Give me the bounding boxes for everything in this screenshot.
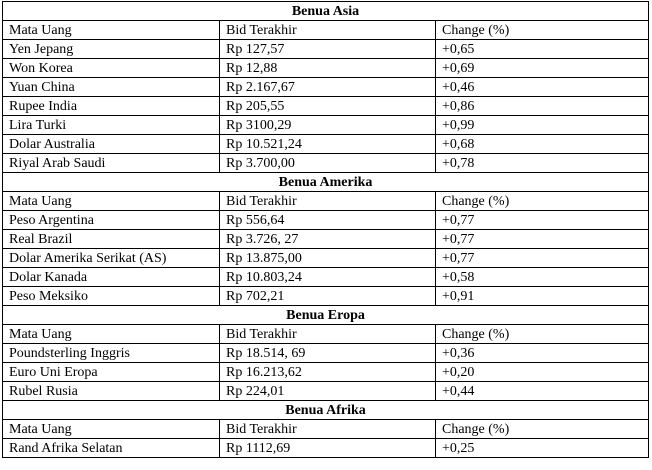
currency-name-cell: Won Korea — [3, 59, 220, 78]
currency-name-cell: Dolar Kanada — [3, 268, 220, 287]
change-value-cell: +0,77 — [436, 230, 649, 249]
bid-value-cell: Rp 205,55 — [220, 97, 436, 116]
table-row — [3, 59, 649, 78]
change-value-cell: +0,99 — [436, 116, 649, 135]
table-row — [3, 78, 649, 97]
column-header-change: Change (%) — [436, 192, 649, 211]
bid-value-cell: Rp 10.521,24 — [220, 135, 436, 154]
change-value-cell: +0,68 — [436, 135, 649, 154]
change-value-cell: +0,25 — [436, 439, 649, 458]
column-header-currency: Mata Uang — [3, 21, 220, 40]
region-title-benua-amerika: Benua Amerika — [3, 173, 649, 192]
region-header-row — [3, 2, 649, 21]
column-header-currency: Mata Uang — [3, 420, 220, 439]
table-row — [3, 382, 649, 401]
column-header-row — [3, 325, 649, 344]
bid-value-cell: Rp 556,64 — [220, 211, 436, 230]
column-header-currency: Mata Uang — [3, 192, 220, 211]
change-value-cell: +0,78 — [436, 154, 649, 173]
currency-name-cell: Riyal Arab Saudi — [3, 154, 220, 173]
currency-name-cell: Poundsterling Inggris — [3, 344, 220, 363]
currency-name-cell: Rupee India — [3, 97, 220, 116]
change-value-cell: +0,46 — [436, 78, 649, 97]
bid-value-cell: Rp 1112,69 — [220, 439, 436, 458]
bid-value-cell: Rp 12,88 — [220, 59, 436, 78]
table-row — [3, 154, 649, 173]
bid-value-cell: Rp 13.875,00 — [220, 249, 436, 268]
change-value-cell: +0,86 — [436, 97, 649, 116]
table-row — [3, 439, 649, 458]
column-header-currency: Mata Uang — [3, 325, 220, 344]
column-header-bid: Bid Terakhir — [220, 325, 436, 344]
bid-value-cell: Rp 224,01 — [220, 382, 436, 401]
currency-name-cell: Dolar Amerika Serikat (AS) — [3, 249, 220, 268]
column-header-bid: Bid Terakhir — [220, 192, 436, 211]
region-header-row — [3, 401, 649, 420]
bid-value-cell: Rp 3.700,00 — [220, 154, 436, 173]
currency-name-cell: Real Brazil — [3, 230, 220, 249]
change-value-cell: +0,44 — [436, 382, 649, 401]
bid-value-cell: Rp 127,57 — [220, 40, 436, 59]
change-value-cell: +0,77 — [436, 211, 649, 230]
change-value-cell: +0,77 — [436, 249, 649, 268]
change-value-cell: +0,91 — [436, 287, 649, 306]
table-row — [3, 211, 649, 230]
table-body — [3, 2, 649, 458]
table-row — [3, 363, 649, 382]
change-value-cell: +0,20 — [436, 363, 649, 382]
table-row — [3, 97, 649, 116]
bid-value-cell: Rp 16.213,62 — [220, 363, 436, 382]
currency-name-cell: Peso Argentina — [3, 211, 220, 230]
column-header-row — [3, 21, 649, 40]
currency-name-cell: Peso Meksiko — [3, 287, 220, 306]
currency-name-cell: Rubel Rusia — [3, 382, 220, 401]
currency-name-cell: Yuan China — [3, 78, 220, 97]
column-header-row — [3, 420, 649, 439]
column-header-row — [3, 192, 649, 211]
table-row — [3, 116, 649, 135]
column-header-change: Change (%) — [436, 420, 649, 439]
region-header-row — [3, 306, 649, 325]
region-title-benua-afrika: Benua Afrika — [3, 401, 649, 420]
region-title-benua-eropa: Benua Eropa — [3, 306, 649, 325]
region-title-benua-asia: Benua Asia — [3, 2, 649, 21]
bid-value-cell: Rp 10.803,24 — [220, 268, 436, 287]
table-row — [3, 230, 649, 249]
currency-name-cell: Lira Turki — [3, 116, 220, 135]
bid-value-cell: Rp 3100,29 — [220, 116, 436, 135]
column-header-change: Change (%) — [436, 21, 649, 40]
bid-value-cell: Rp 702,21 — [220, 287, 436, 306]
change-value-cell: +0,69 — [436, 59, 649, 78]
table-row — [3, 287, 649, 306]
column-header-bid: Bid Terakhir — [220, 420, 436, 439]
bid-value-cell: Rp 2.167,67 — [220, 78, 436, 97]
currency-name-cell: Euro Uni Eropa — [3, 363, 220, 382]
change-value-cell: +0,58 — [436, 268, 649, 287]
table-row — [3, 249, 649, 268]
region-header-row — [3, 173, 649, 192]
column-header-bid: Bid Terakhir — [220, 21, 436, 40]
table-row — [3, 135, 649, 154]
bid-value-cell: Rp 18.514, 69 — [220, 344, 436, 363]
table-row — [3, 344, 649, 363]
column-header-change: Change (%) — [436, 325, 649, 344]
table-row — [3, 268, 649, 287]
currency-name-cell: Rand Afrika Selatan — [3, 439, 220, 458]
change-value-cell: +0,65 — [436, 40, 649, 59]
bid-value-cell: Rp 3.726, 27 — [220, 230, 436, 249]
table-row — [3, 40, 649, 59]
currency-table — [2, 1, 649, 458]
change-value-cell: +0,36 — [436, 344, 649, 363]
currency-name-cell: Yen Jepang — [3, 40, 220, 59]
currency-name-cell: Dolar Australia — [3, 135, 220, 154]
